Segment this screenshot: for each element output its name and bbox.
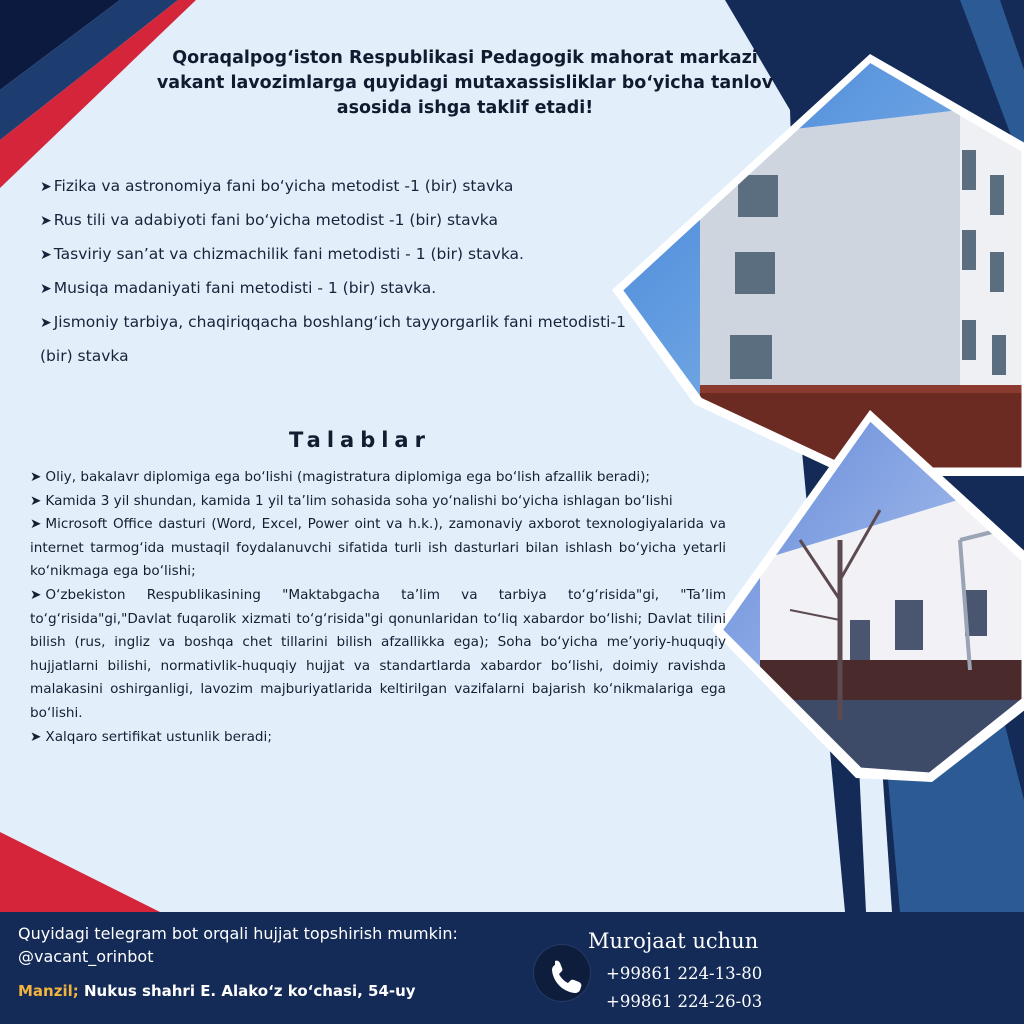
vacancy-text: Rus tili va adabiyoti fani bo‘yicha metodist -1 (bir) stavka [53, 211, 498, 229]
requirements-heading: Talablar [289, 428, 431, 452]
bullet-arrow-icon: ➤ [40, 213, 52, 229]
bullet-arrow-icon: ➤ [40, 179, 52, 195]
requirement-text: Kamida 3 yil shundan, kamida 1 yil ta’lim sohasida soha yo‘nalishi bo‘yicha ishlagan bo‘lishi [45, 492, 673, 509]
requirement-text: Xalqaro sertifikat ustunlik beradi; [45, 728, 272, 745]
telegram-info [18, 922, 538, 968]
vacancy-item [40, 306, 640, 373]
requirement-text: O‘zbekiston Respublikasining "Maktabgacha ta’lim va tarbiya to‘g‘risida"gi, "Ta’lim to‘g‘risida"gi,"Davlat fuqarolik xizmati to‘g‘risida"gi qonunlaridan to‘liq xabardor bo‘lishi; Davlat tilini bilish (rus, ingliz va boshqa chet tillarini bilish afzallikka ega); Soha bo‘yicha me’yoriy-huquqiy hujjatlarni bilishi, normativlik-huquqiy hujjat va standartlarda xabardor bo‘lishi, doimiy ravishda malakasini oshirganligi, lavozim majburiyatlarida keltirilgan vazifalarni bajarish ko‘nikmalariga ega bo‘lishi. [30, 586, 726, 721]
vacancy-item [40, 204, 640, 238]
contact-title: Murojaat uchun [588, 929, 759, 953]
vacancy-text: Fizika va astronomiya fani bo‘yicha metodist -1 (bir) stavka [53, 177, 514, 195]
bullet-arrow-icon: ➤ [40, 281, 52, 297]
vacancy-text: Tasviriy san’at va chizmachilik fani metodisti - 1 (bir) stavka. [53, 245, 524, 263]
requirement-item [30, 513, 726, 584]
phone-number[interactable]: +99861 224-13-80 [606, 964, 763, 983]
telegram-bot-link[interactable]: @vacant_orinbot [18, 947, 154, 966]
page-title: Qoraqalpog‘iston Respublikasi Pedagogik mahorat markazi vakant lavozimlarga quyidagi mutaxassisliklar bo‘yicha tanlov asosida ishga taklif etadi! [156, 48, 774, 118]
requirement-item [30, 584, 726, 726]
bullet-arrow-icon: ➤ [30, 728, 42, 745]
bullet-arrow-icon: ➤ [40, 315, 52, 331]
bullet-arrow-icon: ➤ [30, 492, 42, 509]
vacancy-text: Jismoniy tarbiya, chaqiriqqacha boshlang‘ich tayyorgarlik fani metodisti-1 (bir) stavka [40, 313, 626, 365]
vacancy-list [40, 170, 640, 373]
address-value: Nukus shahri E. Alako‘z ko‘chasi, 54-uy [83, 982, 416, 1000]
phone-icon [534, 945, 590, 1001]
vacancy-item [40, 170, 640, 204]
bullet-arrow-icon: ➤ [30, 586, 42, 603]
requirement-item [30, 466, 726, 490]
telegram-text: Quyidagi telegram bot orqali hujjat topshirish mumkin: [18, 924, 458, 943]
phone-number[interactable]: +99861 224-26-03 [606, 992, 763, 1011]
vacancy-item [40, 272, 640, 306]
requirement-text: Oliy, bakalavr diplomiga ega bo‘lishi (magistratura diplomiga ega bo‘lish afzallik beradi); [45, 469, 651, 485]
requirement-item [30, 490, 726, 514]
vacancy-text: Musiqa madaniyati fani metodisti - 1 (bir) stavka. [53, 279, 437, 297]
bullet-arrow-icon: ➤ [40, 247, 52, 263]
address-label: Manzil; [18, 982, 79, 1000]
address [18, 982, 416, 1000]
requirements-list [30, 466, 726, 749]
requirement-text: Microsoft Office dasturi (Word, Excel, Power oint va h.k.), zamonaviy axborot texnologiyalarida va internet tarmog‘ida mustaqil foydalanuvchi sifatida turli ish dasturlari bilan ishlash bo‘yicha yetarli ko‘nikmaga ega bo‘lishi; [30, 516, 726, 580]
requirement-item [30, 726, 726, 750]
bullet-arrow-icon: ➤ [30, 469, 42, 485]
bullet-arrow-icon: ➤ [30, 516, 42, 533]
vacancy-item [40, 238, 640, 272]
